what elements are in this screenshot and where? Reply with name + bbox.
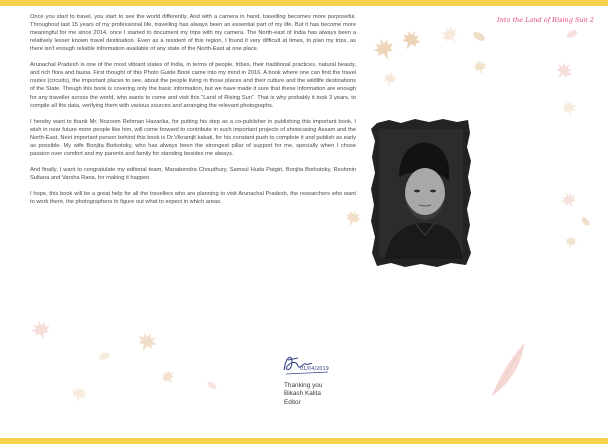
maple-leaf-icon (435, 20, 464, 49)
paragraph: I hope, this book will be a great help for all the travellers who are planning to visit Arunachal Pradesh, the researchers who want to work there, the photographers to figure out what to expect in which areas. (30, 191, 356, 206)
maple-leaf-icon (557, 187, 582, 213)
closing-line: Thanking you (284, 382, 323, 389)
signoff (280, 382, 350, 407)
oval-leaf-icon (205, 379, 219, 392)
top-color-band (0, 0, 608, 6)
maple-leaf-icon (27, 316, 54, 345)
paragraph: Arunachal Pradesh is one of the most vibrant states of India, in terms of people, tribes, their traditional practices, natural beauty, and rich flora and fauna. First thought of this Photo Guide Book came into my mind in 2016. A book where one can find the travel routes (circuits), the important places to see, about the people living in those places and their culture and the wildlife destinations of the State. Though this book is covering only the basic information, but we have made it sure that these information are enough for any traveller across the world, who wants to come and visit this "Land of Rising Sun". That is why probably it took 3 years, to compile all the data, verifying them with various sources and arranging the relevant photographs. (30, 62, 356, 109)
maple-leaf-icon (368, 33, 399, 66)
oval-leaf-icon (97, 350, 112, 362)
foreword-text (30, 13, 356, 214)
editor-portrait-photo (371, 119, 471, 267)
maple-leaf-icon (549, 56, 578, 86)
signer-role: Editor (284, 398, 301, 406)
editor-signature (280, 350, 336, 380)
signature-block (280, 350, 350, 407)
maple-leaf-icon (157, 365, 180, 389)
oval-leaf-icon (579, 215, 591, 228)
feather-leaf-icon (488, 340, 528, 400)
oval-leaf-icon (471, 29, 488, 44)
bottom-color-band (0, 438, 608, 444)
paragraph: Once you start to travel, you start to see the world differently. And with a camera in hand, travelling becomes more purposeful. Throughout last 15 years of my professional life, travelling has always been an essential part of my life. But it has become more meaningful for me since 2014, once I started to document my trips with my camera. The North-east of India has always been a relatively lesser known travel destination. Even as a resident of this region, I found it very difficult at times, to plan my trips, as there isn't enough reliable information available of any state of the North-East at one place. (30, 14, 356, 53)
maple-leaf-icon (470, 56, 490, 78)
signature-date: 01/04/2019 (300, 366, 329, 372)
paragraph: I hereby want to thank Mr. Nozoom Rehman Hazarika, for putting his step as a co-publisher in publishing this important book. I wish in near future more people like him, will come forward to contribute in such important projects of showcasing Assam and the North-East. Next important person behind this book is Dr.Vikramjit kakati, for his constant push to complete it and publish as early as possible. My wife Bonjita Borkotoky, who has always been the strongest pillar of support for me, specially when I chose passion over comfort and my parents and family for standing besides me always. (30, 118, 356, 157)
maple-leaf-icon (380, 68, 400, 90)
maple-leaf-icon (396, 24, 426, 55)
maple-leaf-icon (68, 383, 89, 406)
running-head: Into the Land of Rising Sun 2 (497, 16, 594, 24)
signer-name: Bikash Kalita (284, 390, 321, 398)
oval-leaf-icon (565, 28, 579, 41)
maple-leaf-icon (562, 232, 580, 251)
paragraph: And finally, I want to congratulate my editorial team, Manabendra Choudhury, Samsul Huda Patgiri, Bonjita Borkotoky, Reshmin Sultana and Varsha Rana, for making it happen. (30, 167, 356, 182)
maple-leaf-icon (558, 97, 579, 120)
maple-leaf-icon (132, 326, 162, 357)
